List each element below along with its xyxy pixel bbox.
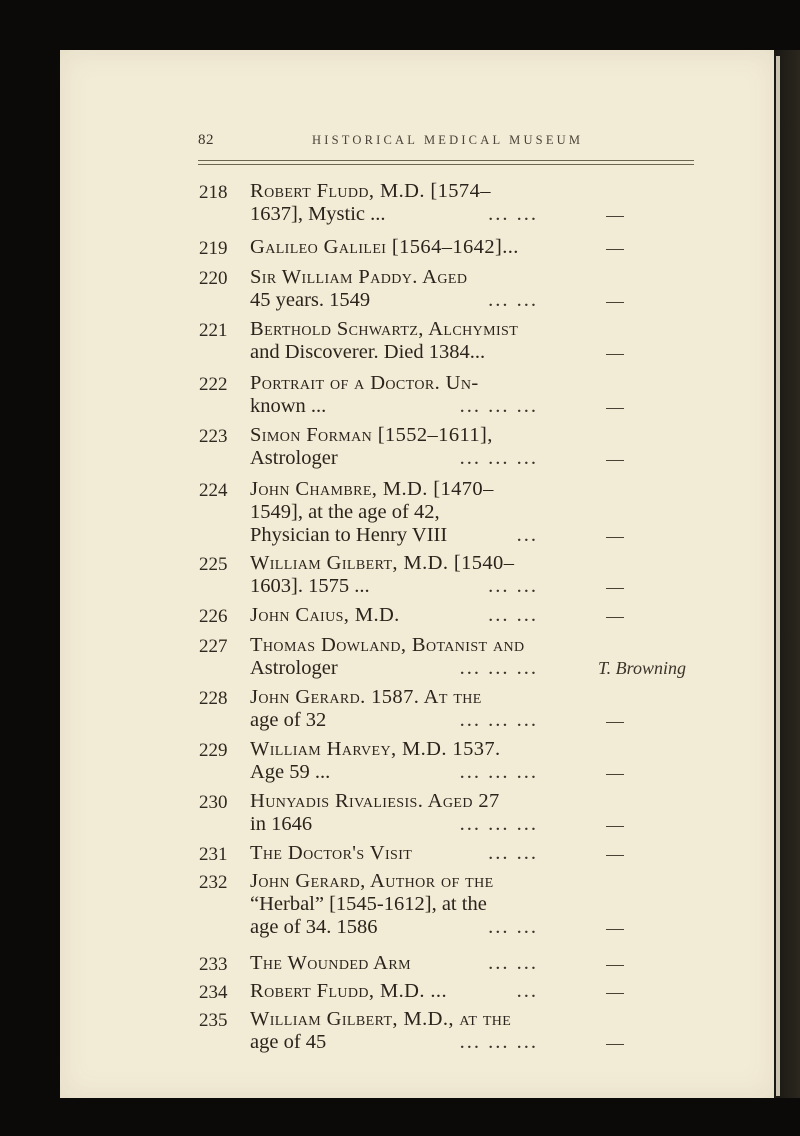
entry-number: 234	[199, 982, 228, 1003]
entry-title	[250, 686, 540, 732]
attribution-dash	[606, 460, 624, 461]
attribution-dash	[606, 537, 624, 538]
entry-title-line: Age 59 ... ... ... ...	[250, 761, 538, 783]
leader-dots: ... ... ...	[459, 709, 538, 731]
entry-title-line: Portrait of a Doctor. Un-	[250, 372, 479, 394]
entry-number: 218	[199, 182, 228, 203]
entry-title-line: Hunyadis Rivaliesis. Aged 27	[250, 790, 500, 812]
attribution-dash	[606, 588, 624, 589]
entry-number: 222	[199, 374, 228, 395]
entry-title-line: 1549], at the age of 42,	[250, 501, 440, 523]
entry-title-line: Galileo Galilei [1564–1642]...	[250, 236, 519, 258]
attribution-dash	[606, 1044, 624, 1045]
entry-title	[250, 870, 540, 939]
entry-title-line: The Wounded Arm ... ...	[250, 952, 538, 974]
entry-title-line: age of 34. 1586 ... ...	[250, 916, 538, 938]
leader-dots: ... ... ...	[459, 813, 538, 835]
entry-number: 226	[199, 606, 228, 627]
entry-number: 219	[199, 238, 228, 259]
leader-dots: ... ... ...	[459, 657, 538, 679]
entry-number: 233	[199, 954, 228, 975]
attribution-dash	[606, 617, 624, 618]
attribution-dash	[606, 993, 624, 994]
entry-title-line: and Discoverer. Died 1384...	[250, 341, 486, 363]
entry-title	[250, 738, 540, 784]
entry-number: 220	[199, 268, 228, 289]
attribution-dash	[606, 722, 624, 723]
entry-title	[250, 604, 540, 627]
entry-title-line: John Gerard, Author of the	[250, 870, 494, 892]
entry-title-line: in 1646 ... ... ...	[250, 813, 538, 835]
entry-title	[250, 236, 540, 259]
entry-number: 227	[199, 636, 228, 657]
leader-dots: ... ...	[488, 842, 538, 864]
attribution-dash	[606, 249, 624, 250]
attribution-dash	[606, 216, 624, 217]
entry-title	[250, 980, 540, 1003]
attribution-text: T. Browning	[598, 658, 687, 678]
entry-number: 232	[199, 872, 228, 893]
attribution-dash	[606, 826, 624, 827]
entry-title-line: Astrologer ... ... ...	[250, 447, 538, 469]
entry-number: 230	[199, 792, 228, 813]
attribution-dash	[606, 408, 624, 409]
entry-title	[250, 634, 540, 680]
entry-title-line: Physician to Henry VIII ...	[250, 524, 538, 546]
entry-title	[250, 372, 540, 418]
entry-title-line: The Doctor's Visit ... ...	[250, 842, 538, 864]
entry-title	[250, 180, 540, 226]
entry-title	[250, 1008, 540, 1054]
entry-title	[250, 424, 540, 470]
entry-title-line: Simon Forman [1552–1611],	[250, 424, 493, 446]
entry-title	[250, 952, 540, 975]
entry-number: 223	[199, 426, 228, 447]
leader-dots: ... ...	[488, 952, 538, 974]
entry-title-line: age of 45 ... ... ...	[250, 1031, 538, 1053]
entry-title-line: Astrologer ... ... ...	[250, 657, 538, 679]
entry-number: 235	[199, 1010, 228, 1031]
entry-title-line: age of 32 ... ... ...	[250, 709, 538, 731]
header-rule-bottom	[198, 164, 694, 165]
entry-title-line: John Chambre, M.D. [1470–	[250, 478, 494, 500]
entry-title-line: 1637], Mystic ... ... ...	[250, 203, 538, 225]
page-number: 82	[198, 132, 214, 148]
leader-dots: ... ... ...	[459, 761, 538, 783]
entry-title-line: 1603]. 1575 ... ... ...	[250, 575, 538, 597]
entry-title-line: William Gilbert, M.D., at the	[250, 1008, 512, 1030]
entry-title-line: “Herbal” [1545-1612], at the	[250, 893, 487, 915]
leader-dots: ... ... ...	[459, 447, 538, 469]
leader-dots: ... ...	[488, 289, 538, 311]
entry-number: 231	[199, 844, 228, 865]
entry-title	[250, 318, 540, 364]
entry-title-line: Robert Fludd, M.D. [1574–	[250, 180, 491, 202]
entry-number: 225	[199, 554, 228, 575]
entry-number: 224	[199, 480, 228, 501]
attribution-dash	[606, 774, 624, 775]
leader-dots: ... ...	[488, 916, 538, 938]
entry-title-line: Thomas Dowland, Botanist and	[250, 634, 525, 656]
entry-number: 228	[199, 688, 228, 709]
leader-dots: ... ...	[488, 604, 538, 626]
attribution-dash	[606, 965, 624, 966]
entry-title-line: William Harvey, M.D. 1537.	[250, 738, 501, 760]
attribution-dash	[606, 855, 624, 856]
attribution-dash	[606, 302, 624, 303]
entry-title	[250, 478, 540, 547]
entry-title	[250, 842, 540, 865]
running-head: HISTORICAL MEDICAL MUSEUM	[312, 133, 584, 147]
entry-title-line: John Gerard. 1587. At the	[250, 686, 482, 708]
entry-title	[250, 266, 540, 312]
header-rule-top	[198, 160, 694, 161]
entry-title-line: John Caius, M.D. ... ...	[250, 604, 538, 626]
entry-title-line: Robert Fludd, M.D. ... ...	[250, 980, 538, 1002]
leader-dots: ...	[516, 980, 538, 1002]
attribution-dash	[606, 929, 624, 930]
entry-title-line: Berthold Schwartz, Alchymist	[250, 318, 519, 340]
leader-dots: ... ...	[488, 575, 538, 597]
leader-dots: ...	[516, 524, 538, 546]
entry-number: 229	[199, 740, 228, 761]
next-page-sliver	[776, 56, 780, 1096]
entry-title	[250, 552, 540, 598]
entry-title-line: William Gilbert, M.D. [1540–	[250, 552, 515, 574]
leader-dots: ... ... ...	[459, 1031, 538, 1053]
entry-title	[250, 790, 540, 836]
entry-title-line: known ... ... ... ...	[250, 395, 538, 417]
leader-dots: ... ... ...	[459, 395, 538, 417]
entry-number: 221	[199, 320, 228, 341]
leader-dots: ... ...	[488, 203, 538, 225]
attribution-dash	[606, 354, 624, 355]
entry-title-line: 45 years. 1549 ... ...	[250, 289, 538, 311]
entry-title-line: Sir William Paddy. Aged	[250, 266, 468, 288]
